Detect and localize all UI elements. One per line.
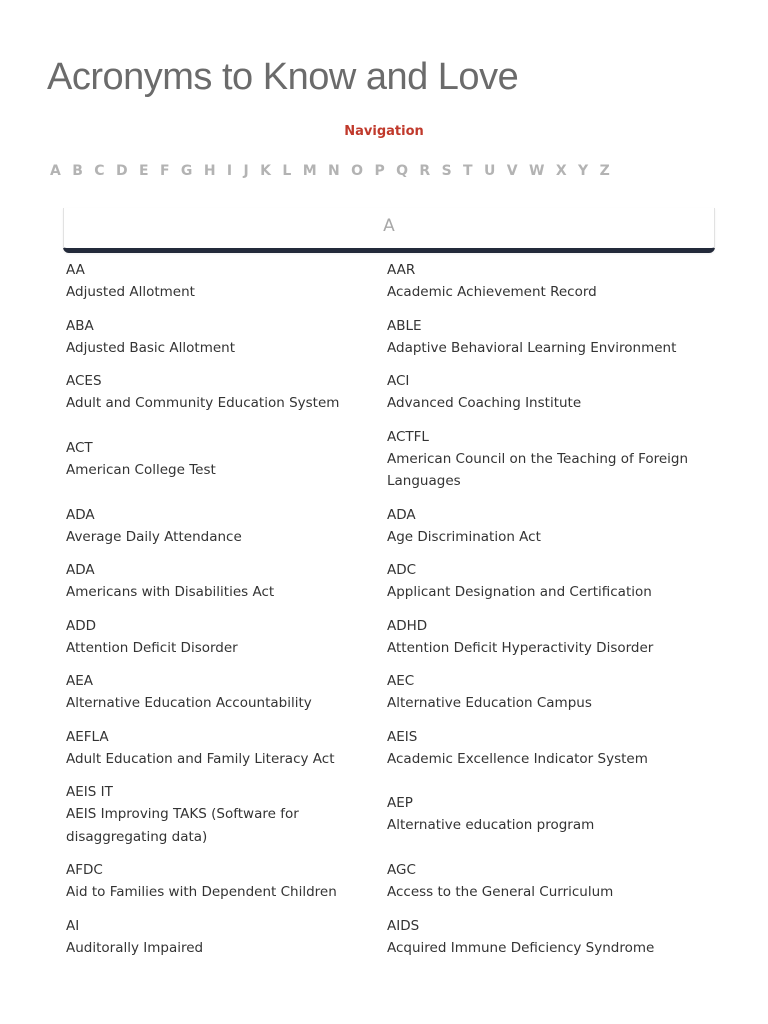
entry-row bbox=[66, 615, 726, 660]
entry-row bbox=[66, 726, 726, 771]
nav-letter-k[interactable]: K bbox=[260, 163, 271, 179]
nav-letter-x[interactable]: X bbox=[555, 163, 567, 179]
entry-row bbox=[66, 559, 726, 604]
acronym-term: ADA bbox=[387, 506, 416, 523]
acronym-term: AEIS bbox=[387, 728, 418, 745]
nav-letter-d[interactable]: D bbox=[115, 163, 128, 179]
acronym-entry bbox=[387, 426, 722, 493]
acronym-definition: Adult Education and Family Literacy Act bbox=[66, 750, 335, 767]
acronym-term: AI bbox=[66, 917, 80, 934]
entry-row bbox=[66, 259, 726, 304]
page-title: Acronyms to Know and Love bbox=[47, 56, 519, 98]
nav-letter-q[interactable]: Q bbox=[396, 163, 408, 179]
entry-row bbox=[66, 859, 726, 904]
entry-row bbox=[66, 426, 726, 493]
acronym-definition: Academic Achievement Record bbox=[387, 284, 597, 300]
nav-letter-h[interactable]: H bbox=[203, 163, 216, 179]
acronym-definition: Adult and Community Education System bbox=[66, 395, 340, 411]
acronym-definition: Alternative education program bbox=[387, 817, 595, 834]
acronym-entry bbox=[66, 426, 387, 493]
acronym-definition: Adaptive Behavioral Learning Environment bbox=[387, 339, 677, 356]
acronym-definition: Adjusted Basic Allotment bbox=[66, 339, 235, 356]
acronym-term: ABA bbox=[66, 317, 94, 334]
acronym-definition: Aid to Families with Dependent Children bbox=[66, 884, 337, 900]
acronym-entry bbox=[66, 504, 387, 549]
acronym-entry bbox=[387, 315, 722, 360]
nav-letter-z[interactable]: Z bbox=[599, 163, 610, 179]
acronym-definition: Academic Excellence Indicator System bbox=[387, 750, 648, 767]
nav-letter-y[interactable]: Y bbox=[578, 163, 589, 179]
acronym-definition: Age Discrimination Act bbox=[387, 528, 541, 545]
entry-row bbox=[66, 315, 726, 360]
acronym-term: ACI bbox=[387, 373, 410, 389]
acronym-entry bbox=[66, 859, 387, 904]
acronym-entry bbox=[66, 370, 387, 415]
acronym-term: AA bbox=[66, 262, 85, 278]
acronym-term: AGC bbox=[387, 862, 416, 878]
acronym-entry bbox=[66, 726, 387, 771]
acronym-entry bbox=[387, 670, 722, 715]
acronym-term: AEC bbox=[387, 673, 415, 689]
acronym-term: AFDC bbox=[66, 862, 103, 878]
entry-row bbox=[66, 781, 726, 848]
acronym-term: ACES bbox=[66, 373, 102, 389]
nav-letter-a[interactable]: A bbox=[50, 163, 61, 179]
nav-letter-p[interactable]: P bbox=[374, 163, 385, 179]
nav-letter-i[interactable]: I bbox=[226, 163, 233, 179]
acronym-entry bbox=[387, 915, 722, 960]
acronym-entry bbox=[387, 859, 722, 904]
entry-row bbox=[66, 670, 726, 715]
nav-letter-v[interactable]: V bbox=[506, 163, 518, 179]
acronym-definition: Alternative Education Accountability bbox=[66, 695, 312, 711]
acronym-term: AEIS IT bbox=[66, 784, 113, 800]
acronym-entry bbox=[387, 726, 722, 771]
acronym-term: ADA bbox=[66, 506, 95, 523]
acronym-definition: Access to the General Curriculum bbox=[387, 884, 614, 900]
acronym-term: ABLE bbox=[387, 317, 422, 334]
acronym-definition: Attention Deficit Hyperactivity Disorder bbox=[387, 639, 654, 656]
nav-letter-e[interactable]: E bbox=[138, 163, 149, 179]
acronym-definition: Attention Deficit Disorder bbox=[66, 639, 238, 656]
acronym-entry bbox=[66, 615, 387, 660]
acronym-definition: Advanced Coaching Institute bbox=[387, 395, 582, 411]
section-header-a bbox=[63, 208, 715, 253]
acronym-entry bbox=[66, 781, 387, 848]
acronym-term: AEA bbox=[66, 673, 93, 689]
nav-letter-f[interactable]: F bbox=[159, 163, 170, 179]
nav-letter-o[interactable]: O bbox=[351, 163, 364, 179]
acronym-entry bbox=[387, 615, 722, 660]
acronym-entry bbox=[66, 559, 387, 604]
nav-letter-n[interactable]: N bbox=[328, 163, 340, 179]
navigation-heading: Navigation bbox=[344, 124, 424, 139]
acronym-term: ADA bbox=[66, 562, 95, 578]
entry-row bbox=[66, 370, 726, 415]
acronym-list bbox=[66, 259, 726, 970]
acronym-definition: Average Daily Attendance bbox=[66, 528, 242, 545]
acronym-definition: Americans with Disabilities Act bbox=[66, 584, 275, 600]
entry-row bbox=[66, 915, 726, 960]
nav-letter-w[interactable]: W bbox=[529, 163, 545, 179]
acronym-entry bbox=[66, 315, 387, 360]
acronym-entry bbox=[66, 670, 387, 715]
nav-letter-b[interactable]: B bbox=[72, 163, 83, 179]
acronym-entry bbox=[387, 504, 722, 549]
acronym-definition: Acquired Immune Deficiency Syndrome bbox=[387, 939, 655, 956]
nav-letter-j[interactable]: J bbox=[243, 163, 249, 179]
nav-letter-l[interactable]: L bbox=[282, 163, 292, 179]
acronym-term: ACT bbox=[66, 439, 93, 456]
nav-letter-m[interactable]: M bbox=[302, 163, 317, 179]
section-letter: A bbox=[383, 216, 395, 236]
acronym-entry bbox=[66, 259, 387, 304]
acronym-entry bbox=[387, 370, 722, 415]
acronym-term: ADC bbox=[387, 562, 417, 578]
acronym-definition: Applicant Designation and Certification bbox=[387, 584, 652, 600]
acronym-definition: American College Test bbox=[66, 461, 216, 478]
acronym-entry bbox=[387, 559, 722, 604]
nav-letter-g[interactable]: G bbox=[180, 163, 193, 179]
acronym-definition: American Council on the Teaching of Foreign Languages bbox=[387, 450, 689, 489]
acronym-term: ADHD bbox=[387, 617, 428, 634]
nav-letter-c[interactable]: C bbox=[94, 163, 105, 179]
acronym-definition: Auditorally Impaired bbox=[66, 939, 204, 956]
acronym-entry bbox=[66, 915, 387, 960]
nav-letter-t[interactable]: T bbox=[463, 163, 473, 179]
acronym-term: AIDS bbox=[387, 917, 420, 934]
acronym-term: ADD bbox=[66, 617, 97, 634]
acronym-term: ACTFL bbox=[387, 428, 429, 445]
acronym-entry bbox=[387, 781, 722, 848]
acronym-term: AEFLA bbox=[66, 728, 109, 745]
entry-row bbox=[66, 504, 726, 549]
acronym-term: AEP bbox=[387, 795, 413, 812]
acronym-definition: AEIS Improving TAKS (Software for disaggregating data) bbox=[66, 806, 299, 845]
acronym-definition: Adjusted Allotment bbox=[66, 284, 195, 300]
nav-letter-r[interactable]: R bbox=[419, 163, 431, 179]
nav-letter-u[interactable]: U bbox=[484, 163, 496, 179]
acronym-entry bbox=[387, 259, 722, 304]
acronym-term: AAR bbox=[387, 262, 416, 278]
nav-letter-s[interactable]: S bbox=[441, 163, 452, 179]
acronym-definition: Alternative Education Campus bbox=[387, 695, 592, 711]
alphabet-navigation bbox=[50, 163, 610, 179]
